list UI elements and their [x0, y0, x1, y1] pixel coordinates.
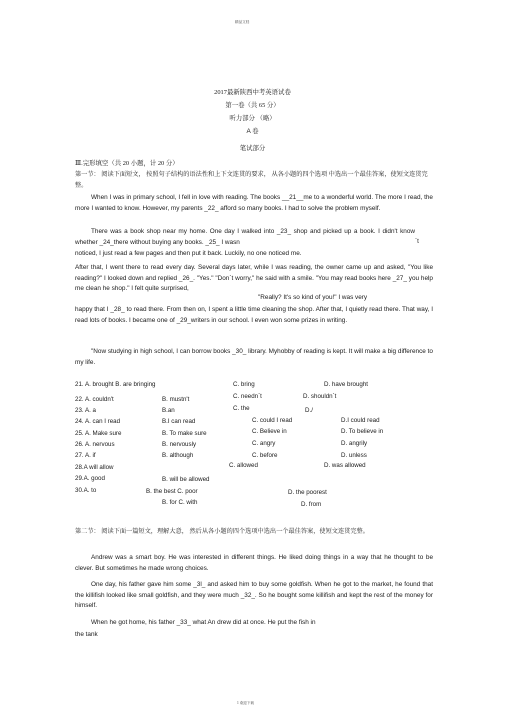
header-note: 精品文档: [235, 20, 250, 24]
option-27-d: D. unless: [341, 452, 367, 459]
passage-fragment: `t: [415, 238, 419, 245]
option-26-b: B. nervously: [162, 441, 197, 448]
option-30-d2: D. from: [301, 501, 322, 508]
option-28-a: 28.A will allow: [75, 464, 114, 471]
option-22-c: C. needn`t: [233, 393, 262, 400]
option-22-a: 22. A. couldn't: [75, 396, 114, 403]
option-25-c: C. Believe in: [252, 428, 287, 435]
passage-paragraph-2: There was a book shop near my home. One day I walked into _23_ shop and picked up a book. I didn't know whether _24_there without buying any books. _25_ I wasn: [75, 228, 415, 246]
story-paragraph-3: When he got home, his father _33_ what An drew did at once. He put the fish in: [91, 619, 316, 626]
option-26-a: 26. A. nervous: [75, 441, 115, 448]
option-26-c: C. angry: [252, 440, 276, 447]
option-25-b: B. To make sure: [162, 430, 207, 437]
written-title: 笔试部分: [239, 145, 266, 152]
option-23-b: B.an: [162, 407, 175, 414]
option-30-b2: B. for C. with: [162, 499, 198, 506]
section-instruction: 第一节： 阅读下面短文， 按照句子结构的语法性和上下文连贯的要求， 从各小题的四个选项 中选出一个最佳答案，使短文连贯完整。: [75, 171, 428, 189]
option-30-a: 30.A. to: [75, 487, 97, 494]
passage-paragraph-3: After that, I went there to read every day. Several days later, while I was reading, the owner came up and asked, "You like reading?" I looked down and replied _26_. "Yes." "Don`t worry," he said with a smile. "You may read books here _27_ you help me clean he shop." I felt quite surprised,: [75, 264, 433, 292]
option-22-d: D. shouldn`t: [303, 393, 337, 400]
story-paragraph-2: One day, his father gave him some _3l_ and asked him to buy some goldfish. When he got to the market, he found that the killifish looked like small goldfish, and they were much _32_. So he bought some killifish and kept the rest of the money for himself.: [75, 581, 433, 609]
option-28-c: C. allowed: [229, 462, 258, 469]
option-22-b: B. mustn't: [162, 396, 190, 403]
option-24-d: D.I could read: [341, 417, 380, 424]
story-paragraph-4: the tank: [75, 631, 98, 638]
option-24-c: C. could I read: [252, 417, 293, 424]
option-24-a: 24. A. can I read: [75, 418, 121, 425]
story-paragraph-1: Andrew was a smart boy. He was interested in different things. He liked doing things in a way that he thought to be clever. But sometimes he made wrong choices.: [75, 554, 433, 572]
option-23-a: 23. A. a: [75, 407, 96, 414]
option-28-d: D. was allowed: [324, 462, 366, 469]
volume-title: A 卷: [246, 128, 259, 135]
option-21-d: D. have brought: [324, 381, 369, 388]
option-21-a: 21. A. brought B. are bringing: [75, 381, 156, 388]
footer-note: 1 欢迎下载: [237, 701, 255, 705]
part-one-title: 第一卷（共 65 分）: [225, 102, 280, 109]
option-21-c: C. bring: [233, 381, 255, 388]
option-27-a: 27. A. if: [75, 452, 96, 459]
option-29-b: B. will be allowed: [162, 476, 210, 483]
section-heading: Ⅲ.完形填空（共 20 小题，计 20 分）: [75, 160, 179, 167]
option-30-b: B. the best C. poor: [146, 488, 198, 495]
option-26-d: D. angrily: [341, 440, 368, 447]
option-27-b: B. although: [162, 452, 194, 459]
passage-quote: "Really? It's so kind of you!" I was very: [258, 294, 368, 301]
passage-paragraph-1: When I was in primary school, I fell in love with reading. The books __21__me to a wonderful world. The more I read, the more I wanted to know. However, my parents _22_ afford so many books. I had to solve the problem myself.: [75, 194, 433, 212]
option-25-a: 25. A. Make sure: [75, 430, 122, 437]
passage-paragraph-4: happy that I _28_ to read there. From then on, I spent a little time cleaning the shop. After that, I quietly read there. That way, I read lots of books. I became one of _29_writers in our school. I even won some prizes in writing.: [75, 306, 433, 324]
option-29-a: 29.A. good: [75, 475, 105, 482]
listening-title: 听力部分 （略）: [229, 115, 276, 122]
option-23-c: C. the: [233, 405, 250, 412]
option-25-d: D. To believe in: [341, 428, 384, 435]
option-27-c: C. before: [252, 452, 278, 459]
option-30-d: D. the poorest: [288, 489, 327, 496]
section-two-instruction: 第二节： 阅读下面一篇短文，理解大意， 然后从各小题的四个选项中选出一个最佳答案，使短文连贯完整。: [75, 528, 369, 535]
option-24-b: B.I can read: [162, 418, 196, 425]
passage-paragraph-2-end: noticed, I just read a few pages and then put it back. Luckily, no one noticed me.: [75, 250, 302, 257]
exam-title: 2017最新陕西中考英语试卷: [214, 89, 291, 96]
passage-paragraph-5: "Now studying in high school, I can borrow books _30_ library. Myhobby of reading is kept. It will make a big difference to my life.: [75, 348, 433, 366]
option-23-d: D./: [305, 407, 313, 414]
